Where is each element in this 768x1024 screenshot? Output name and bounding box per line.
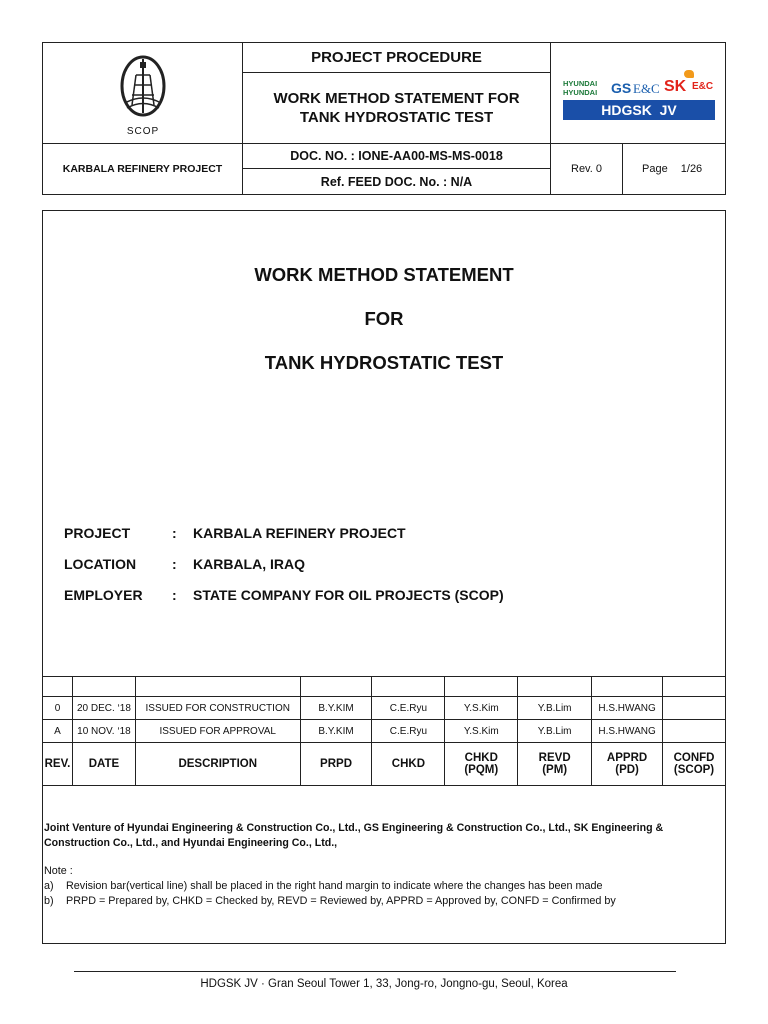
notes-section bbox=[44, 864, 724, 909]
revd-header-1: REVD bbox=[538, 752, 571, 764]
confd-cell bbox=[663, 720, 726, 743]
note-title: Note : bbox=[44, 865, 73, 877]
ec-logo-text-1: E&C bbox=[633, 81, 660, 96]
scop-logo-text: SCOP bbox=[126, 126, 160, 137]
date-cell: 10 NOV. ‘18 bbox=[72, 720, 135, 743]
apprd-header bbox=[592, 743, 663, 786]
footer-rule bbox=[74, 971, 676, 972]
confd-header bbox=[663, 743, 726, 786]
rev-cell: 0 bbox=[43, 697, 73, 720]
hyundai-logo-text-1: HYUNDAI bbox=[563, 79, 598, 88]
rev-header: REV. bbox=[43, 743, 73, 786]
footer-address: HDGSK JV · Gran Seoul Tower 1, 33, Jong-ro, Jongno-gu, Seoul, Korea bbox=[200, 978, 568, 990]
jv-line-2: Construction Co., Ltd., and Hyundai Engineering Co., Ltd., bbox=[44, 837, 338, 849]
revd-header-2: (PM) bbox=[542, 764, 568, 776]
confd-header-1: CONFD bbox=[673, 752, 715, 764]
project-label: PROJECT bbox=[64, 525, 131, 541]
revd-cell: Y.B.Lim bbox=[518, 697, 592, 720]
hyundai-logo-text-2: HYUNDAI bbox=[563, 88, 598, 97]
gs-logo-text: GS bbox=[611, 80, 632, 96]
employer-colon: : bbox=[172, 587, 177, 603]
date-header: DATE bbox=[72, 743, 135, 786]
page-number bbox=[623, 144, 725, 194]
scop-logo bbox=[103, 53, 183, 135]
revision-spacer-row bbox=[43, 677, 726, 697]
subtitle-line-2: TANK HYDROSTATIC TEST bbox=[299, 109, 494, 126]
ec-logo-text-2: E&C bbox=[692, 81, 714, 92]
prpd-header: PRPD bbox=[300, 743, 372, 786]
chkd-pqm-cell: Y.S.Kim bbox=[445, 720, 518, 743]
joint-venture-statement bbox=[44, 821, 728, 851]
apprd-cell: H.S.HWANG bbox=[592, 720, 663, 743]
location-colon: : bbox=[172, 556, 177, 572]
document-subtitle bbox=[243, 73, 550, 143]
rev-cell: A bbox=[43, 720, 73, 743]
jv-line-1: Joint Venture of Hyundai Engineering & Construction Co., Ltd., GS Engineering & Construction Co., Ltd., SK Engineering & bbox=[44, 822, 664, 834]
description-cell: ISSUED FOR APPROVAL bbox=[135, 720, 300, 743]
table-row bbox=[43, 720, 726, 743]
hdgsk-jv-banner: HDGSK JV bbox=[563, 100, 715, 120]
confd-header-2: (SCOP) bbox=[673, 764, 715, 776]
sk-logo-text: SK bbox=[664, 78, 687, 95]
location-info-row bbox=[64, 556, 664, 576]
location-value: KARBALA, IRAQ bbox=[193, 556, 305, 572]
note-a bbox=[44, 879, 724, 894]
revision-header-row bbox=[43, 743, 726, 786]
note-b-text: PRPD = Prepared by, CHKD = Checked by, REVD = Reviewed by, APPRD = Approved by, CONFD = Confirmed by bbox=[66, 895, 616, 907]
revd-header bbox=[518, 743, 592, 786]
apprd-cell: H.S.HWANG bbox=[592, 697, 663, 720]
document-type-title: PROJECT PROCEDURE bbox=[311, 49, 482, 66]
chkd-pqm-header-2: (PQM) bbox=[464, 764, 499, 776]
project-info-row bbox=[64, 525, 664, 545]
revision-number: Rev. 0 bbox=[571, 163, 602, 175]
sk-butterfly-icon bbox=[684, 70, 694, 78]
employer-value: STATE COMPANY FOR OIL PROJECTS (SCOP) bbox=[193, 587, 504, 603]
project-value: KARBALA REFINERY PROJECT bbox=[193, 525, 406, 541]
document-header bbox=[42, 42, 726, 195]
cover-title-line-2: FOR bbox=[364, 308, 404, 329]
location-label: LOCATION bbox=[64, 556, 137, 572]
table-row bbox=[43, 697, 726, 720]
chkd-cell: C.E.Ryu bbox=[372, 720, 445, 743]
description-header: DESCRIPTION bbox=[135, 743, 300, 786]
page-label: Page bbox=[642, 163, 668, 175]
page-value: 1/26 bbox=[680, 163, 703, 175]
employer-info-row bbox=[64, 587, 704, 607]
prpd-cell: B.Y.KIM bbox=[300, 720, 372, 743]
doc-number: DOC. NO. : IONE-AA00-MS-MS-0018 bbox=[290, 149, 503, 163]
project-colon: : bbox=[172, 525, 177, 541]
chkd-pqm-header bbox=[445, 743, 518, 786]
description-cell: ISSUED FOR CONSTRUCTION bbox=[135, 697, 300, 720]
apprd-header-1: APPRD bbox=[606, 752, 648, 764]
date-cell: 20 DEC. ‘18 bbox=[72, 697, 135, 720]
subtitle-line-1: WORK METHOD STATEMENT FOR bbox=[273, 90, 520, 107]
confd-cell bbox=[663, 697, 726, 720]
revision-table bbox=[42, 676, 726, 786]
cover-title-line-3: TANK HYDROSTATIC TEST bbox=[264, 352, 504, 373]
prpd-cell: B.Y.KIM bbox=[300, 697, 372, 720]
chkd-pqm-header-1: CHKD bbox=[464, 752, 498, 764]
chkd-pqm-cell: Y.S.Kim bbox=[445, 697, 518, 720]
project-name-cell: KARBALA REFINERY PROJECT bbox=[62, 163, 223, 175]
cover-title-line-1: WORK METHOD STATEMENT bbox=[254, 264, 514, 285]
apprd-header-2: (PD) bbox=[615, 764, 639, 776]
revd-cell: Y.B.Lim bbox=[518, 720, 592, 743]
chkd-cell: C.E.Ryu bbox=[372, 697, 445, 720]
employer-label: EMPLOYER bbox=[64, 587, 143, 603]
note-a-marker: a) bbox=[44, 880, 54, 892]
scop-emblem-icon bbox=[103, 53, 183, 123]
hdgsk-jv-logo bbox=[561, 69, 717, 123]
note-b bbox=[44, 894, 724, 909]
note-a-text: Revision bar(vertical line) shall be placed in the right hand margin to indicate where the changes has been made bbox=[66, 880, 603, 892]
chkd-header: CHKD bbox=[372, 743, 445, 786]
note-b-marker: b) bbox=[44, 895, 54, 907]
ref-feed-doc: Ref. FEED DOC. No. : N/A bbox=[320, 174, 473, 189]
